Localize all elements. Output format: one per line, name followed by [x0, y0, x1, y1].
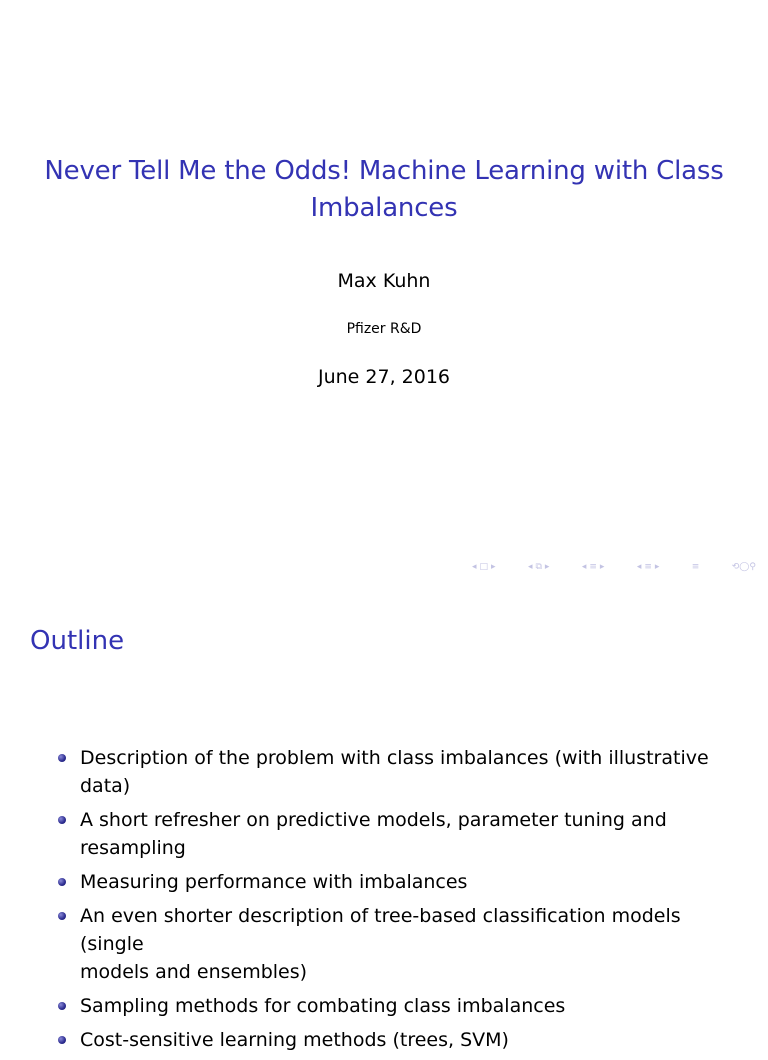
- nav-part-icon[interactable]: ≡: [644, 562, 652, 572]
- nav-section-group: [582, 560, 605, 574]
- outline-item-line-1: Cost-sensitive learning methods (trees, SVM): [80, 1029, 509, 1051]
- presentation-date: June 27, 2016: [317, 366, 451, 388]
- institute-name: Pfizer R&D: [346, 321, 422, 337]
- outline-item-line-1: A short refresher on predictive models, parameter tuning and: [80, 809, 667, 831]
- outline-item-line-2: resampling: [80, 837, 186, 859]
- outline-item: [56, 902, 746, 986]
- outline-item-line-1: Measuring performance with imbalances: [80, 871, 468, 893]
- title-line-1: Never Tell Me the Odds! Machine Learning with Class: [44, 156, 724, 186]
- nav-frame-icon[interactable]: □: [479, 562, 489, 572]
- nav-frame-prev-icon[interactable]: ◂: [472, 562, 477, 572]
- nav-subsection-prev-icon[interactable]: ◂: [527, 562, 533, 572]
- nav-doc-group: [692, 560, 700, 574]
- nav-subsection-group: [528, 560, 550, 574]
- nav-document-icon[interactable]: ≡: [691, 562, 700, 572]
- presentation-title: [40, 153, 728, 227]
- outline-item: [56, 806, 746, 862]
- outline-item: [56, 744, 746, 800]
- bullet-icon: [58, 912, 66, 920]
- outline-item-line-1: Description of the problem with class imbalances (with illustrative: [80, 747, 709, 769]
- nav-search-group: [732, 560, 756, 574]
- bullet-icon: [58, 1036, 66, 1044]
- author-name: Max Kuhn: [337, 270, 431, 292]
- nav-subsection-icon[interactable]: ⧉: [535, 562, 542, 572]
- outline-item: [56, 1026, 746, 1054]
- bullet-icon: [58, 754, 66, 762]
- bullet-icon: [58, 1002, 66, 1010]
- nav-back-search-icon[interactable]: ⟲◯⚲: [731, 562, 756, 572]
- outline-item-line-1: Sampling methods for combating class imbalances: [80, 995, 566, 1017]
- beamer-navigation-bar: [472, 560, 756, 574]
- nav-part-next-icon[interactable]: ▸: [654, 562, 660, 572]
- outline-list: [56, 744, 746, 1060]
- bullet-icon: [58, 878, 66, 886]
- nav-frame-group: [472, 560, 496, 574]
- nav-subsection-next-icon[interactable]: ▸: [544, 562, 550, 572]
- nav-frame-next-icon[interactable]: ▸: [491, 562, 496, 572]
- nav-part-prev-icon[interactable]: ◂: [636, 562, 642, 572]
- nav-section-prev-icon[interactable]: ◂: [581, 562, 587, 572]
- nav-section-next-icon[interactable]: ▸: [599, 562, 605, 572]
- outline-item-line-2: data): [80, 775, 131, 797]
- title-line-2: Imbalances: [310, 193, 458, 223]
- outline-heading: Outline: [30, 626, 125, 656]
- outline-item-line-1: An even shorter description of tree-based classification models (single: [80, 905, 681, 955]
- outline-item: [56, 992, 746, 1020]
- outline-slide: [0, 576, 768, 1051]
- outline-item: [56, 868, 746, 896]
- outline-item-line-2: models and ensembles): [80, 961, 308, 983]
- nav-section-icon[interactable]: ≡: [589, 562, 597, 572]
- bullet-icon: [58, 816, 66, 824]
- nav-part-group: [637, 560, 660, 574]
